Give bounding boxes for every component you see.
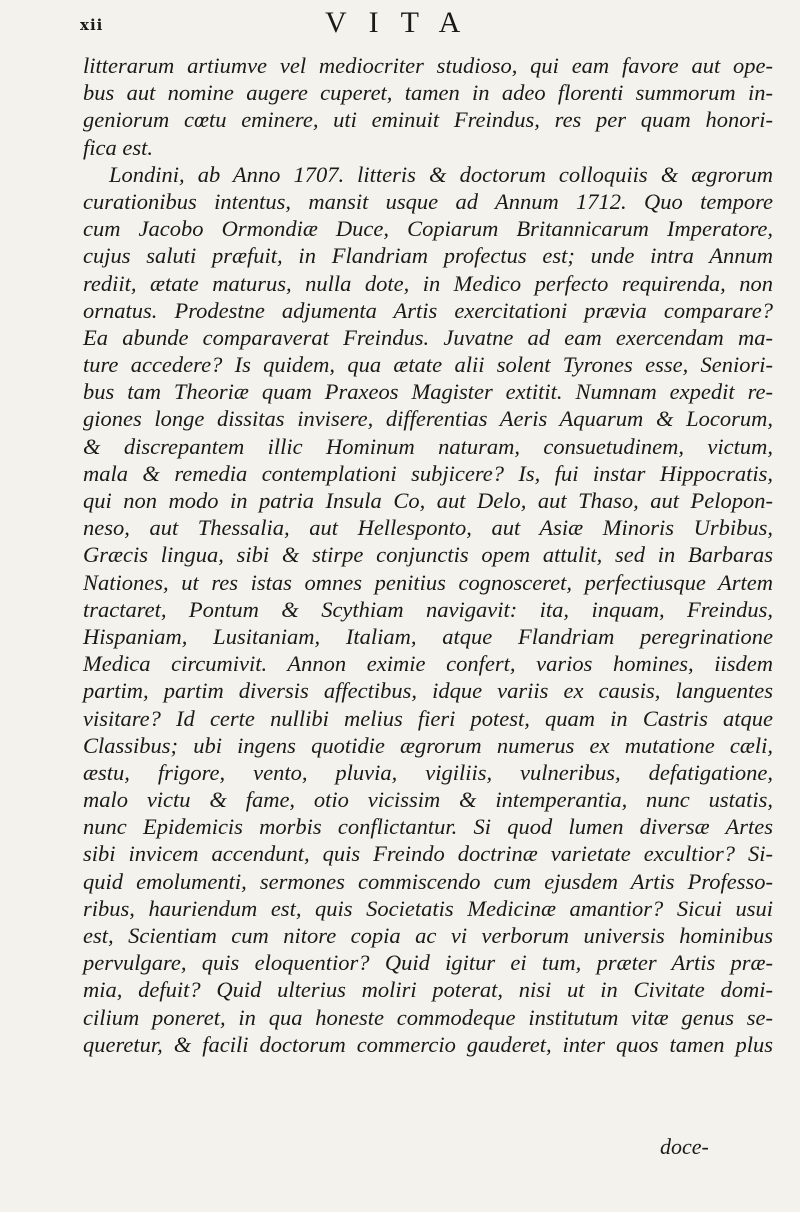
text-line: sibi invicem accendunt, quis Freindo doctrinæ varietate excultior? Si-: [83, 841, 773, 867]
text-line: pervulgare, quis eloquentior? Quid igitur ei tum, præter Artis præ-: [83, 950, 773, 976]
text-line: litterarum artiumve vel mediocriter studioso, qui eam favore aut ope-: [83, 53, 773, 78]
text-line: & discrepantem illic Hominum naturam, consuetudinem, victum,: [83, 433, 773, 459]
text-line: mala & remedia contemplationi subjicere? Is, fui instar Hippocratis,: [83, 460, 773, 486]
text-line: cilium poneret, in qua honeste commodeque institutum vitæ genus se-: [83, 1004, 773, 1030]
body-text: [83, 52, 773, 1058]
text-line: queretur, & facili doctorum commercio gauderet, inter quos tamen plus: [83, 1031, 773, 1057]
text-line: mia, defuit? Quid ulterius moliri poterat, nisi ut in Civitate domi-: [83, 977, 773, 1003]
text-line: fica est.: [83, 134, 153, 160]
text-line: Medica circumivit. Annon eximie confert, varios homines, iisdem: [83, 651, 773, 677]
text-line: qui non modo in patria Insula Co, aut Delo, aut Thaso, aut Pelopon-: [83, 488, 773, 513]
text-line: tractaret, Pontum & Scythiam navigavit: ita, inquam, Freindus,: [83, 596, 773, 622]
text-line: ribus, hauriendum est, quis Societatis Medicinæ amantior? Sicui usui: [83, 895, 773, 921]
page-number: xii: [80, 16, 104, 34]
text-line: Hispaniam, Lusitaniam, Italiam, atque Flandriam peregrinatione: [83, 623, 773, 649]
text-line: Nationes, ut res istas omnes penitius cognosceret, perfectiusque Artem: [83, 569, 773, 595]
running-title: VITA: [325, 6, 483, 39]
text-line: partim, partim diversis affectibus, idque variis ex causis, languentes: [83, 678, 773, 704]
text-line: Classibus; ubi ingens quotidie ægrorum numerus ex mutatione cæli,: [83, 732, 773, 758]
text-line: ornatus. Prodestne adjumenta Artis exercitationi prævia comparare?: [83, 297, 773, 323]
text-line: neso, aut Thessalia, aut Hellesponto, aut Asiæ Minoris Urbibus,: [83, 515, 773, 541]
text-line: quid emolumenti, sermones commiscendo cum ejusdem Artis Professo-: [83, 868, 773, 894]
text-line: nunc Epidemicis morbis conflictantur. Si quod lumen diversæ Artes: [83, 814, 773, 840]
text-line: Londini, ab Anno 1707. litteris & doctorum colloquiis & ægrorum: [109, 161, 773, 187]
text-line: cum Jacobo Ormondiæ Duce, Copiarum Britannicarum Imperatore,: [83, 216, 773, 242]
text-line: bus tam Theoriæ quam Praxeos Magister extitit. Numnam expedit re-: [83, 379, 773, 405]
text-line: geniorum cœtu eminere, uti eminuit Freindus, res per quam honori-: [83, 107, 773, 133]
text-line: ture accedere? Is quidem, qua ætate alii solent Tyrones esse, Seniori-: [83, 352, 773, 378]
text-line: visitare? Id certe nullibi melius fieri potest, quam in Castris atque: [83, 705, 773, 731]
text-line: Græcis lingua, sibi & stirpe conjunctis opem attulit, sed in Barbaras: [83, 542, 773, 568]
text-line: cujus saluti præfuit, in Flandriam profectus est; unde intra Annum: [83, 243, 773, 269]
text-line: giones longe dissitas invisere, differentias Aeris Aquarum & Locorum,: [83, 406, 773, 432]
text-line: bus aut nomine augere cuperet, tamen in adeo florenti summorum in-: [83, 80, 773, 106]
text-line: Ea abunde comparaverat Freindus. Juvatne ad eam exercendam ma-: [83, 324, 773, 350]
text-line: rediit, ætate maturus, nulla dote, in Medico perfecto requirenda, non: [83, 270, 773, 296]
text-line: est, Scientiam cum nitore copia ac vi verborum universis hominibus: [83, 923, 773, 948]
text-line: curationibus intentus, mansit usque ad Annum 1712. Quo tempore: [83, 188, 773, 214]
catchword: doce-: [660, 1134, 709, 1159]
text-line: æstu, frigore, vento, pluvia, vigiliis, vulneribus, defatigatione,: [83, 759, 773, 785]
text-line: malo victu & fame, otio vicissim & intemperantia, nunc ustatis,: [83, 787, 773, 813]
page-header: [80, 4, 720, 44]
